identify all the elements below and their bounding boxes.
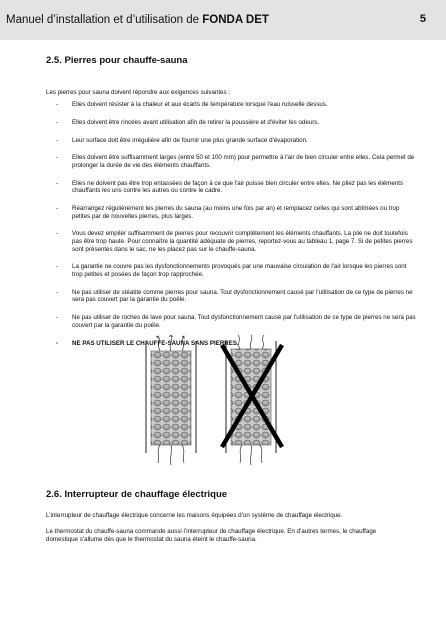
list-item [56, 314, 416, 329]
incorrect-heater-illustration [222, 335, 282, 465]
stones-illustration [0, 335, 446, 475]
list-item [56, 119, 416, 127]
list-item-text: Elles doivent être rincées avant utilisation afin de retirer la poussière et d'éviter les odeurs. [72, 118, 320, 126]
heating-switch-paragraph: L’interrupteur de chauffage électrique concerne les maisons équipées d’un système de chauffage électrique. [46, 512, 343, 519]
bullet-dash: - [56, 205, 59, 213]
bullet-dash: - [56, 136, 59, 144]
airflow-arrow [158, 445, 160, 463]
airflow-arrow [238, 335, 240, 349]
airflow-arrow [250, 335, 252, 349]
airflow-arrow [170, 445, 171, 465]
page-header [0, 0, 446, 40]
header-title-prefix: Manuel d’installation et d’utilisation de [6, 14, 200, 26]
bullet-dash: - [56, 118, 59, 126]
airflow-arrow [240, 445, 242, 463]
bullet-dash: - [56, 288, 59, 296]
airflow-arrow [182, 445, 184, 463]
list-item-text: Vous devez empiler suffisamment de pierres pour recouvrir complètement les éléments chauffants. La pile ne doit toutefois pas être trop haute. Pour connaître la quantité adéquate de pierres, reportez-vous au tableau 1, page 7. Si de petites pierres sont présentes dans le sac, ne les placez pas sur le chauffe-sauna. [72, 230, 413, 253]
header-title [6, 14, 269, 26]
list-item [56, 180, 416, 195]
bullet-dash: - [56, 230, 59, 238]
bullet-dash: - [56, 179, 59, 187]
list-item-text: La garantie ne couvre pas les dysfonctionnements provoqués par une mauvaise circulation de l'air lorsque les pierres sont trop petites et posées de façon trop rapprochée. [72, 263, 407, 279]
correct-heater-illustration [146, 335, 196, 465]
airflow-arrow [260, 445, 262, 463]
list-item-text: Elles doivent résister à la chaleur et aux écarts de température lorsque l'eau ruisselle dessus. [72, 101, 328, 108]
list-item [56, 263, 416, 278]
section-title-stones: 2.5. Pierres pour chauffe-sauna [46, 55, 188, 66]
airflow-arrow [262, 335, 264, 349]
bullet-dash: - [56, 101, 59, 108]
bullet-dash: - [56, 339, 59, 347]
stones-intro: Les pierres pour sauna doivent répondre aux exigences suivantes : [46, 89, 231, 96]
airflow-arrow [170, 335, 172, 351]
header-title-brand: FONDA DET [202, 14, 269, 26]
list-item-text: Elles doivent être suffisamment larges (entre 50 et 100 mm) pour permettre à l'air de bien circuler entre elles. Cela permet de prolonger la durée de vie des éléments chauffants. [72, 154, 415, 169]
list-item-text: Ne pas utiliser de roches de lave pour sauna. Tout dysfonctionnement causé par l'utilisation de ce type de pierres ne sera pas couvert par la garantie du poêle. [72, 314, 416, 329]
list-item-text: NE PAS UTILISER LE CHAUFFE-SAUNA SANS PIERRES. [72, 339, 239, 347]
stone-pile [151, 351, 191, 445]
list-item-text: Ne pas utiliser de stéatite comme pierres pour sauna. Tout dysfonctionnement causé par l'utilisation de ce type de pierres ne sera pas couvert par la garantie du poêle. [72, 288, 413, 304]
list-item [56, 154, 416, 169]
bullet-dash: - [56, 263, 59, 271]
heating-switch-paragraph: Le thermostat du chauffe-sauna commande aussi l’interrupteur de chauffage électrique. En d’autres termes, le chauffage domestique s’allume dès que le thermostat du sauna éteint le chauffe-sauna. [46, 528, 377, 543]
page-number: 5 [419, 13, 426, 25]
airflow-arrow [250, 445, 251, 465]
list-item-text: Elles ne doivent pas être trop entassées de façon à ce que l'air puisse bien circuler entre elles. Ne pliez pas les éléments chauffants les uns contre les autres ou contre le cadre. [72, 179, 404, 195]
list-item [56, 101, 416, 109]
list-item [56, 289, 416, 304]
list-item [56, 137, 416, 145]
stones-requirements-list [56, 101, 416, 357]
section-title-heating-switch: 2.6. Interrupteur de chauffage électrique [46, 489, 228, 500]
bullet-dash: - [56, 154, 59, 162]
list-item-text: Réarrangez régulièrement les pierres du sauna (au moins une fois par an) et remplacez celles qui sont abîmées ou trop petites par de nouvelles pierres, plus larges. [72, 205, 400, 220]
list-item [56, 230, 416, 253]
list-item [56, 205, 416, 220]
list-item-text: Leur surface doit être irrégulière afin de fournir une plus grande surface d'évaporation. [72, 136, 308, 144]
bullet-dash: - [56, 314, 59, 322]
